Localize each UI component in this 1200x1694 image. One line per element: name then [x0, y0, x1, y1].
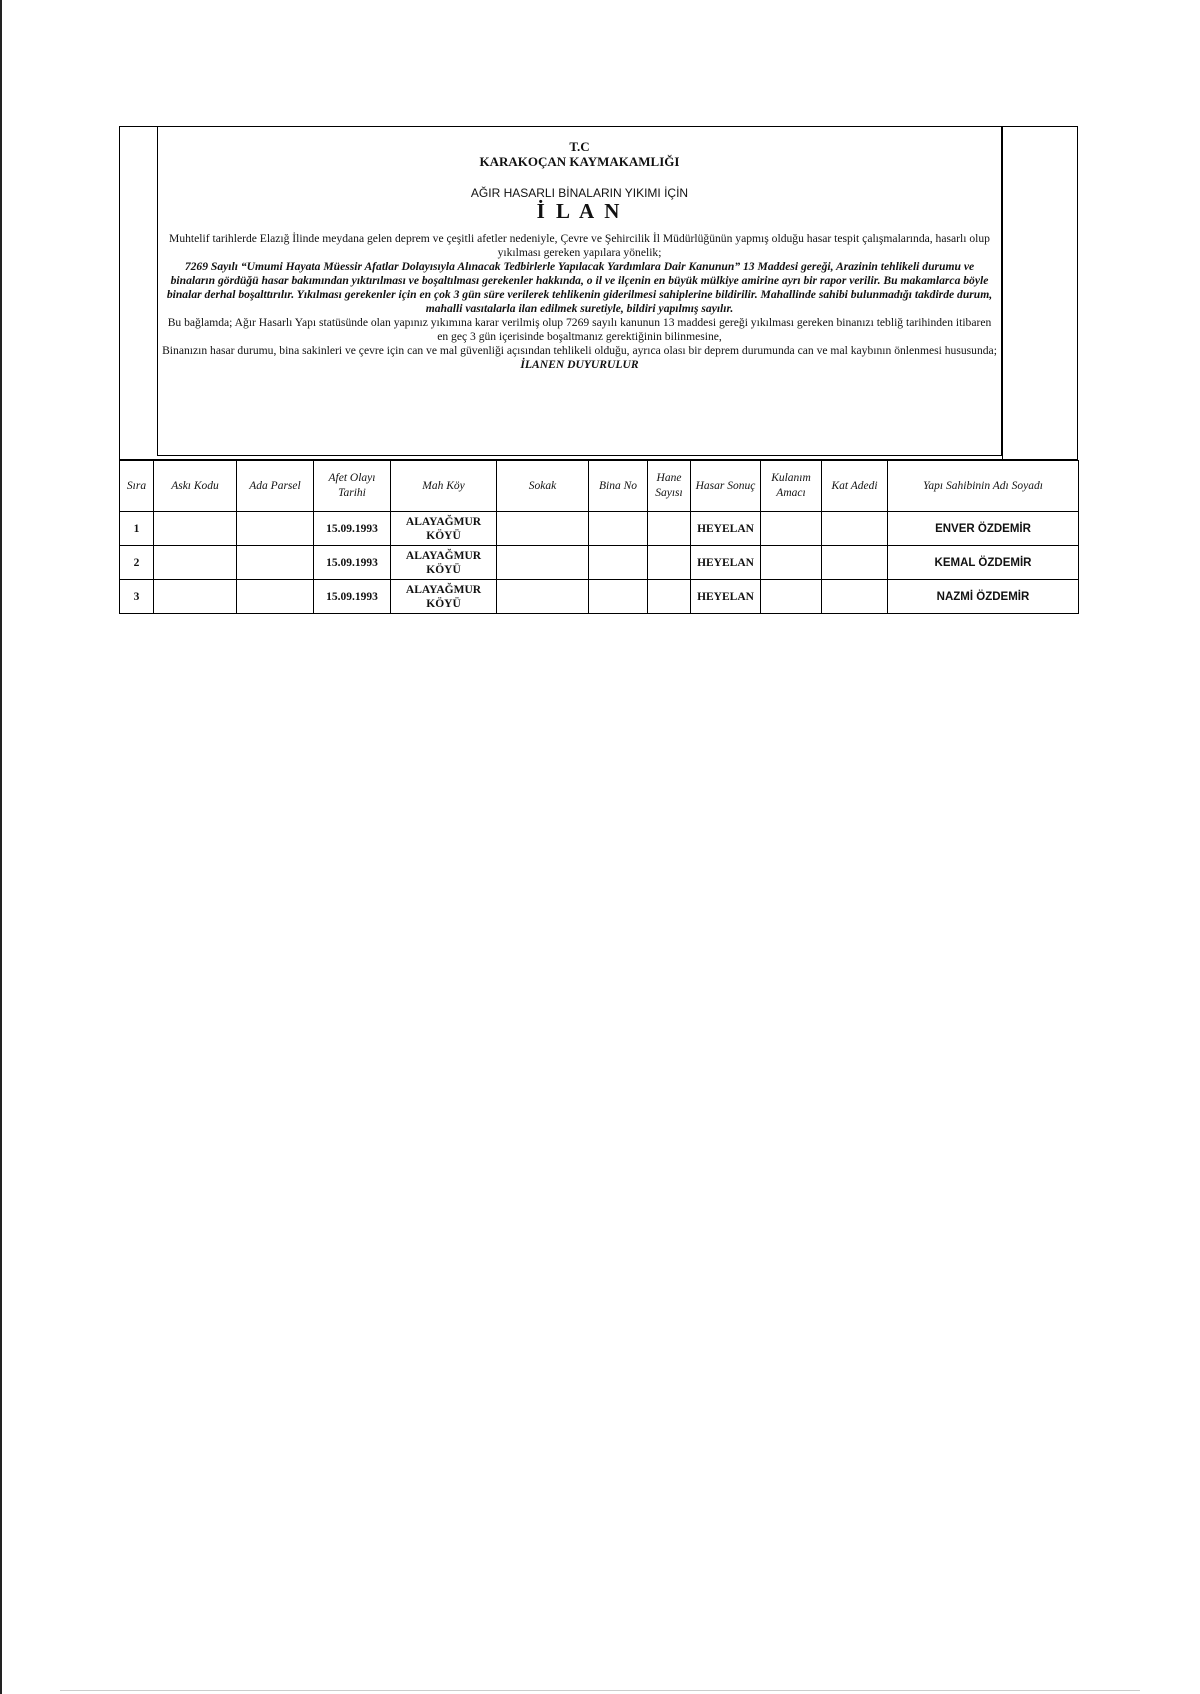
- header-subject: AĞIR HASARLI BİNALARIN YIKIMI İÇİN: [470, 186, 689, 200]
- notice-box: [157, 126, 1002, 456]
- cell-sira: 1: [120, 512, 154, 546]
- cell-kat-adedi: [822, 546, 888, 580]
- cell-afet-tarihi: 15.09.1993: [314, 512, 391, 546]
- cell-mah-koy: ALAYAĞMUR KÖYÜ: [391, 512, 497, 546]
- table-header-row: [120, 461, 1079, 512]
- col-header-sokak: Sokak: [497, 461, 589, 512]
- table-row: [120, 546, 1079, 580]
- cell-yapi-sahibi: ENVER ÖZDEMİR: [888, 512, 1079, 546]
- cell-yapi-sahibi: NAZMİ ÖZDEMİR: [888, 580, 1079, 614]
- cell-hasar-sonuc: HEYELAN: [691, 546, 761, 580]
- cell-hasar-sonuc: HEYELAN: [691, 580, 761, 614]
- cell-aski-kodu: [154, 512, 237, 546]
- col-header-mah-koy: Mah Köy: [391, 461, 497, 512]
- cell-hane-sayisi: [648, 512, 691, 546]
- col-header-kullanim-amaci: Kulanım Amacı: [761, 461, 822, 512]
- col-header-afet-tarihi: Afet Olayı Tarihi: [314, 461, 391, 512]
- cell-sokak: [497, 546, 589, 580]
- notice-law-paragraph: 7269 Sayılı “Umumi Hayata Müessir Afatlar Dolayısıyla Alınacak Tedbirlerle Yapılacak Yardımlara Dair Kanunun” 13 Maddesi gereği, Arazinin tehlikeli durumu ve binaların gördüğü hasar bakımından yıktırılması ve boşaltılması gerekenler hakkında, o il ve ilçenin en büyük mülkiye amirine ayrı bir rapor verilir. Bu makamlarca böyle binalar derhal boşalttırılır. Yıkılması gerekenler için en çok 3 gün süre verilerek tehlikenin giderilmesi sahiplerine bildirilir. Mahallinde sahibi bulunmadığı takdirde durum, mahalli vasıtalarla ilan edilmek suretiyle, bildiri yapılmış sayılır.: [166, 260, 993, 315]
- table-row: [120, 580, 1079, 614]
- notice-title: İ L A N: [536, 199, 623, 223]
- cell-afet-tarihi: 15.09.1993: [314, 546, 391, 580]
- col-header-kat-adedi: Kat Adedi: [822, 461, 888, 512]
- cell-bina-no: [589, 512, 648, 546]
- cell-kullanim-amaci: [761, 580, 822, 614]
- cell-sokak: [497, 580, 589, 614]
- cell-aski-kodu: [154, 546, 237, 580]
- header-office: KARAKOÇAN KAYMAKAMLIĞI: [479, 154, 680, 169]
- notice-closing: İLANEN DUYURULUR: [520, 358, 639, 371]
- notice-decision: Bu bağlamda; Ağır Hasarlı Yapı statüsünde olan yapınız yıkımına karar verilmiş olup 7269 sayılı kanunun 13 maddesi gereği yıkılması gereken binanızı tebliğ tarihinden itibaren en geç 3 gün içerisinde boşaltmanız gerektiğinin bilinmesine,: [167, 316, 992, 343]
- cell-hane-sayisi: [648, 546, 691, 580]
- cell-kat-adedi: [822, 512, 888, 546]
- col-header-yapi-sahibi: Yapı Sahibinin Adı Soyadı: [888, 461, 1079, 512]
- notice-right-rail: [1002, 126, 1003, 460]
- table-row: [120, 512, 1079, 546]
- page-scan-edge: [0, 0, 2, 1694]
- notice-body: [162, 232, 997, 372]
- cell-bina-no: [589, 580, 648, 614]
- col-header-ada-parsel: Ada Parsel: [237, 461, 314, 512]
- cell-sira: 3: [120, 580, 154, 614]
- col-header-aski-kodu: Askı Kodu: [154, 461, 237, 512]
- col-header-hane-sayisi: Hane Sayısı: [648, 461, 691, 512]
- cell-sira: 2: [120, 546, 154, 580]
- building-owners-table: [119, 460, 1079, 614]
- notice-risk: Binanızın hasar durumu, bina sakinleri ve çevre için can ve mal güvenliği açısından tehlikeli olduğu, ayrıca olası bir deprem durumunda can ve mal kaybının önlenmesi hususunda;: [162, 344, 997, 357]
- cell-kullanim-amaci: [761, 512, 822, 546]
- notice-intro: Muhtelif tarihlerde Elazığ İlinde meydana gelen deprem ve çeşitli afetler nedeniyle, Çevre ve Şehircilik İl Müdürlüğünün yapmış olduğu hasar tespit çalışmalarında, hasarlı olup yıkılması gereken yapılara yönelik;: [169, 232, 990, 259]
- cell-mah-koy: ALAYAĞMUR KÖYÜ: [391, 580, 497, 614]
- cell-bina-no: [589, 546, 648, 580]
- cell-kat-adedi: [822, 580, 888, 614]
- cell-mah-koy: ALAYAĞMUR KÖYÜ: [391, 546, 497, 580]
- cell-yapi-sahibi: KEMAL ÖZDEMİR: [888, 546, 1079, 580]
- col-header-hasar-sonuc: Hasar Sonuç: [691, 461, 761, 512]
- cell-afet-tarihi: 15.09.1993: [314, 580, 391, 614]
- col-header-sira: Sıra: [120, 461, 154, 512]
- cell-sokak: [497, 512, 589, 546]
- cell-kullanim-amaci: [761, 546, 822, 580]
- cell-ada-parsel: [237, 546, 314, 580]
- cell-ada-parsel: [237, 580, 314, 614]
- cell-hasar-sonuc: HEYELAN: [691, 512, 761, 546]
- cell-ada-parsel: [237, 512, 314, 546]
- page-scan-bottom-edge: [60, 1690, 1140, 1691]
- header-tc: T.C: [569, 139, 590, 154]
- cell-hane-sayisi: [648, 580, 691, 614]
- cell-aski-kodu: [154, 580, 237, 614]
- col-header-bina-no: Bina No: [589, 461, 648, 512]
